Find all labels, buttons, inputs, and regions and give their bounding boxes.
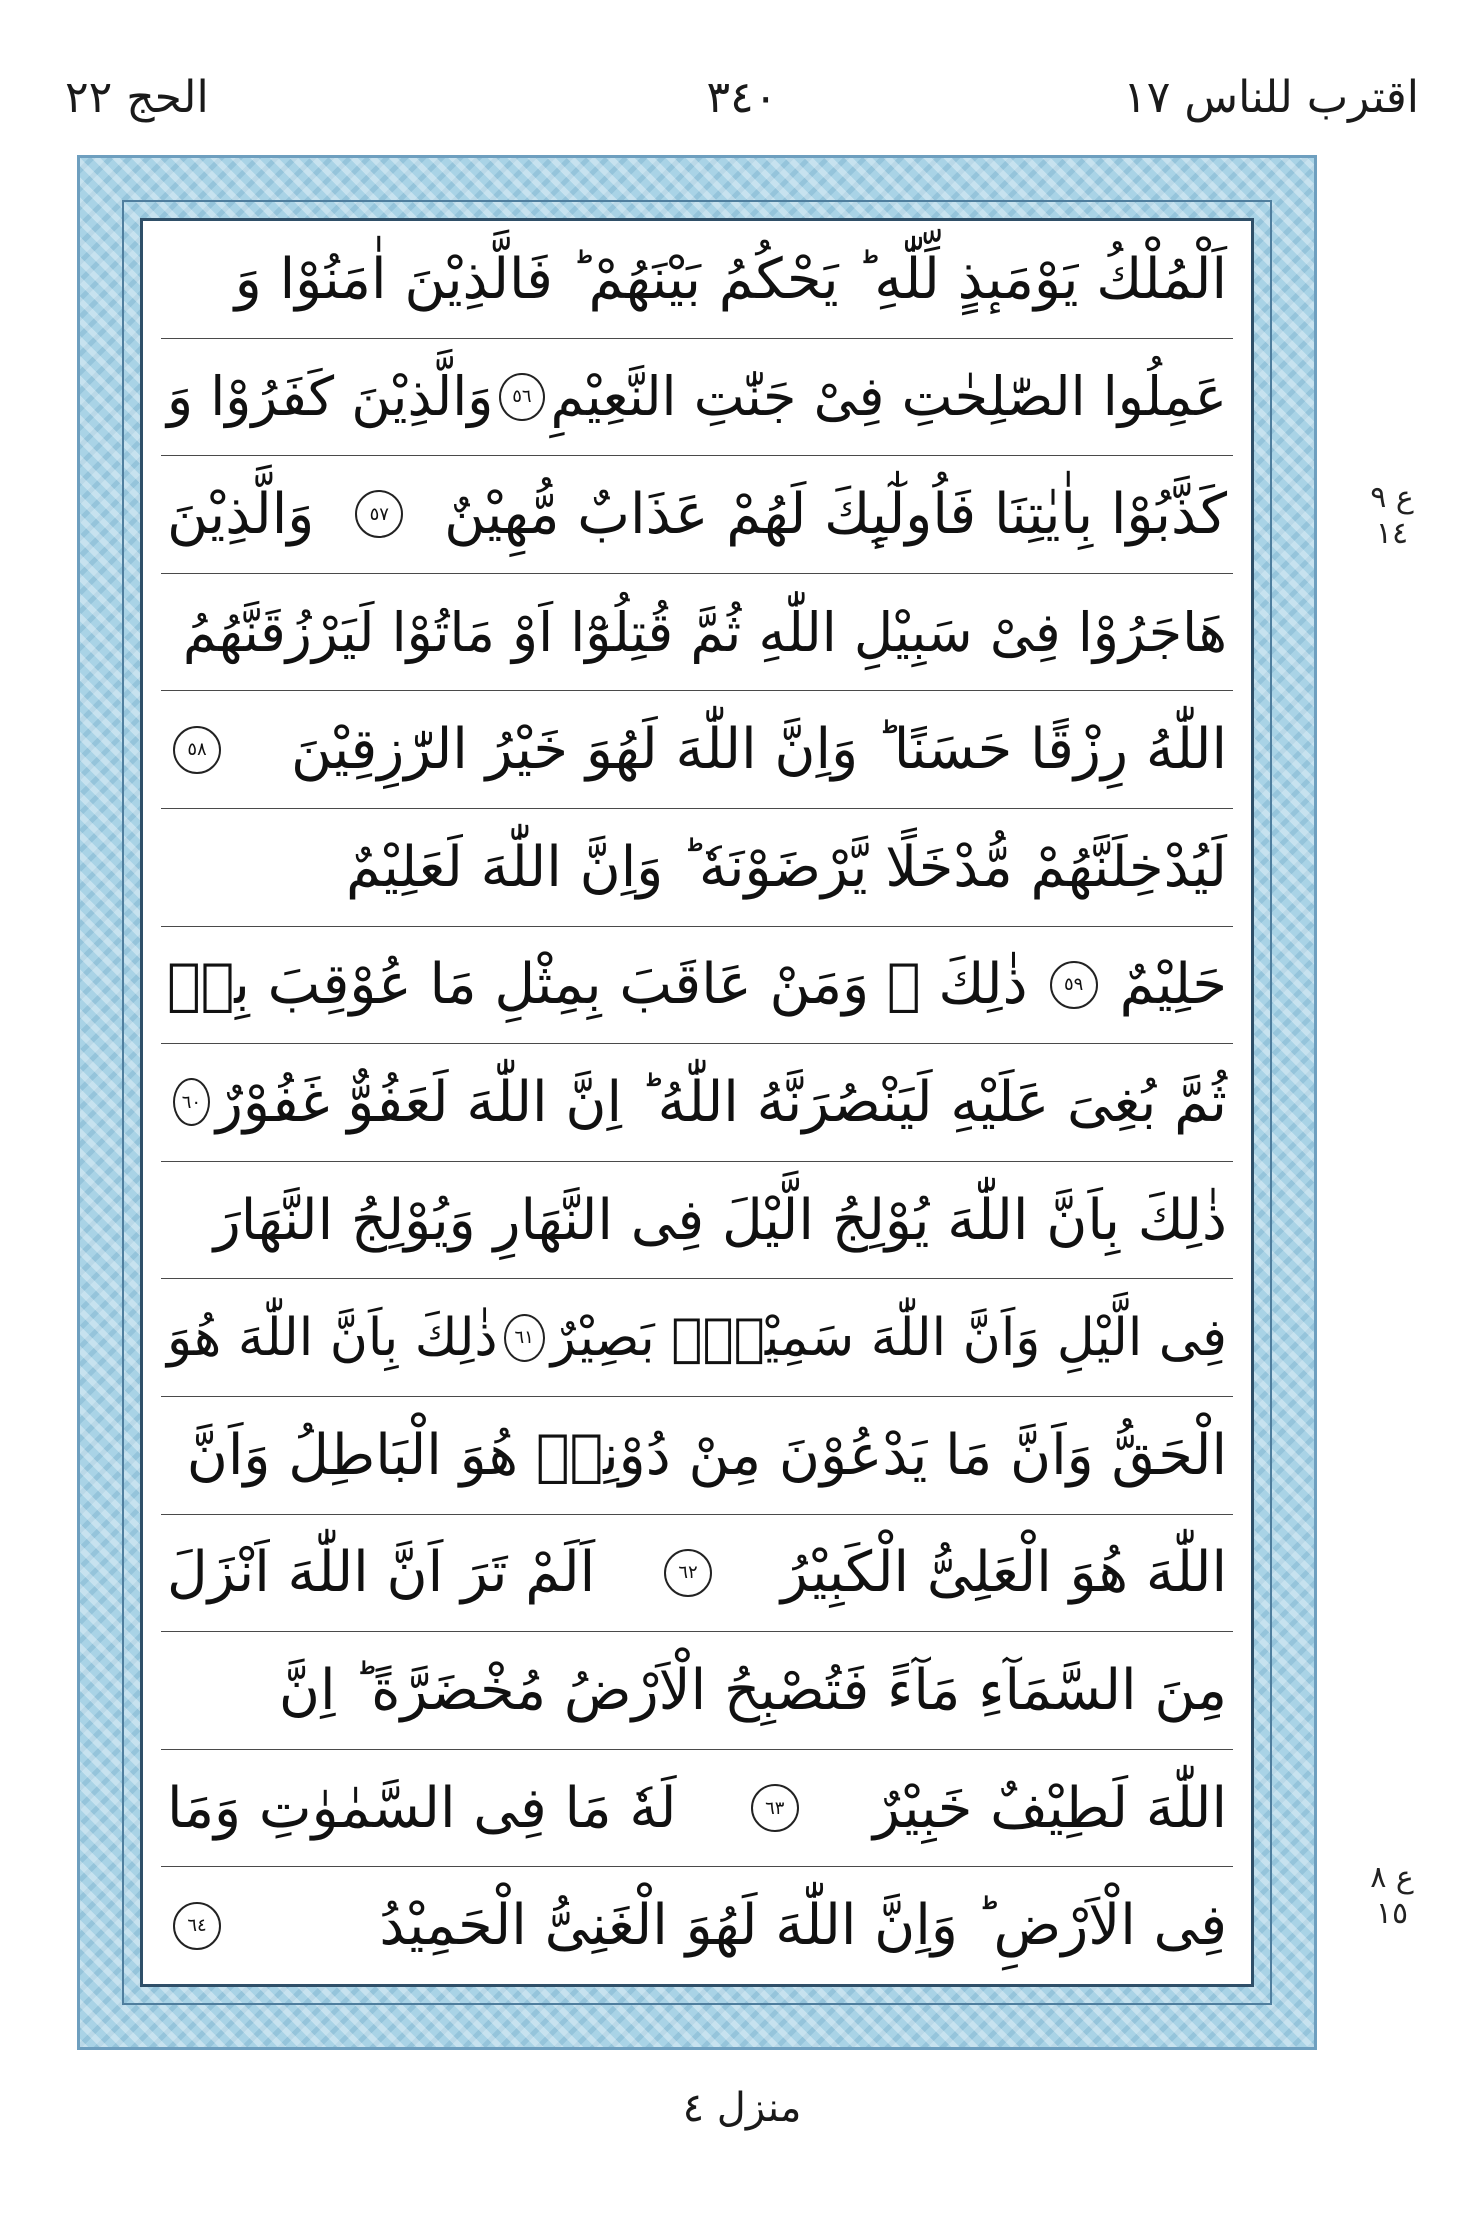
verse-text: اَلْمُلْكُ يَوْمَىٕذٍ لِّلّٰهِ ؕ يَحْكُمُ بَيْنَهُمْ ؕ فَالَّذِيْنَ اٰمَنُوْا وَ (234, 246, 1227, 312)
verse-text: ثُمَّ بُغِىَ عَلَيْهِ لَيَنْصُرَنَّهُ اللّٰهُ ؕ اِنَّ اللّٰهَ لَعَفُوٌّ غَفُوْرٌ (215, 1069, 1227, 1135)
page-header (60, 60, 1424, 150)
text-panel (140, 218, 1254, 1987)
surah-label: الحج ٢٢ (65, 72, 209, 123)
verse-line (161, 574, 1233, 692)
verse-text-continued: ذٰلِكَ ۚ وَمَنْ عَاقَبَ بِمِثْلِ مَا عُوْقِبَ بِهٖ (167, 952, 1028, 1018)
verse-text: فِى الْاَرْضِ ؕ وَاِنَّ اللّٰهَ لَهُوَ الْغَنِىُّ الْحَمِيْدُ (379, 1893, 1227, 1959)
verse-line (161, 691, 1233, 809)
verse-text: اللّٰهُ رِزْقًا حَسَنًا ؕ وَاِنَّ اللّٰهَ لَهُوَ خَيْرُ الرّٰزِقِيْنَ (290, 717, 1227, 783)
ruku-marker-top: ع ٩ ١٤ (1370, 480, 1414, 551)
verse-line (161, 1044, 1233, 1162)
ayah-number-marker: ٥٨ (173, 726, 221, 774)
ayah-number-marker: ٦٤ (173, 1902, 221, 1950)
verse-text-continued: ذٰلِكَ بِاَنَّ اللّٰهَ هُوَ (167, 1307, 498, 1368)
verse-line (161, 339, 1233, 457)
verse-text-continued: اَلَمْ تَرَ اَنَّ اللّٰهَ اَنْزَلَ (167, 1540, 596, 1606)
verse-line (161, 809, 1233, 927)
verse-text: لَيُدْخِلَنَّهُمْ مُّدْخَلًا يَّرْضَوْنَهٗ ؕ وَاِنَّ اللّٰهَ لَعَلِيْمٌ (346, 834, 1227, 900)
ruku-marker-bottom: ع ٨ ١٥ (1370, 1860, 1414, 1931)
juz-label: اقترب للناس ١٧ (1123, 72, 1419, 123)
verse-text: حَلِيْمٌ (1119, 952, 1227, 1018)
verse-line (161, 1279, 1233, 1397)
verse-text: هَاجَرُوْا فِىْ سَبِيْلِ اللّٰهِ ثُمَّ قُتِلُوْٓا اَوْ مَاتُوْا لَيَرْزُقَنَّهُمُ (182, 600, 1227, 664)
verse-text: كَذَّبُوْا بِاٰيٰتِنَا فَاُولٰٓىِٕكَ لَهُمْ عَذَابٌ مُّهِيْنٌ (444, 481, 1227, 547)
verse-text-continued: لَهٗ مَا فِى السَّمٰوٰتِ وَمَا (167, 1775, 677, 1841)
ayah-number-marker: ٥٦ (499, 373, 544, 421)
ayah-number-marker: ٦١ (504, 1314, 545, 1362)
verse-text: فِى الَّيْلِ وَاَنَّ اللّٰهَ سَمِيْعٌۢ بَصِيْرٌ (550, 1307, 1227, 1368)
verse-line (161, 1397, 1233, 1515)
verse-text: مِنَ السَّمَآءِ مَآءً فَتُصْبِحُ الْاَرْضُ مُخْضَرَّةً ؕ اِنَّ (278, 1657, 1227, 1723)
verse-line (161, 456, 1233, 574)
ayah-number-marker: ٦٣ (751, 1784, 799, 1832)
verse-line (161, 927, 1233, 1045)
verse-text: اللّٰهَ لَطِيْفٌ خَبِيْرٌ (873, 1775, 1227, 1841)
verse-line (161, 1515, 1233, 1633)
verse-text: عَمِلُوا الصّٰلِحٰتِ فِىْ جَنّٰتِ النَّعِيْمِ (550, 365, 1227, 429)
verse-text-continued: وَالَّذِيْنَ كَفَرُوْا وَ (167, 365, 494, 429)
verse-line (161, 1632, 1233, 1750)
verse-text: ذٰلِكَ بِاَنَّ اللّٰهَ يُوْلِجُ الَّيْلَ فِى النَّهَارِ وَيُوْلِجُ النَّهَارَ (213, 1187, 1227, 1253)
manzil-footer: منزل ٤ (682, 2085, 802, 2131)
verse-text-continued: وَالَّذِيْنَ (167, 481, 315, 547)
ayah-number-marker: ٥٩ (1050, 961, 1098, 1009)
verse-line (161, 1867, 1233, 1984)
ayah-number-marker: ٦٢ (664, 1549, 712, 1597)
ayah-number-marker: ٦٠ (173, 1078, 210, 1126)
verse-line (161, 221, 1233, 339)
verse-line (161, 1162, 1233, 1280)
page-number: ٣٤٠ (706, 72, 778, 123)
verse-text: اللّٰهَ هُوَ الْعَلِىُّ الْكَبِيْرُ (780, 1540, 1227, 1606)
ornamental-border (77, 155, 1317, 2050)
verse-text: الْحَقُّ وَاَنَّ مَا يَدْعُوْنَ مِنْ دُوْنِهٖ هُوَ الْبَاطِلُ وَاَنَّ (186, 1422, 1227, 1488)
verse-line (161, 1750, 1233, 1868)
ayah-number-marker: ٥٧ (355, 490, 403, 538)
